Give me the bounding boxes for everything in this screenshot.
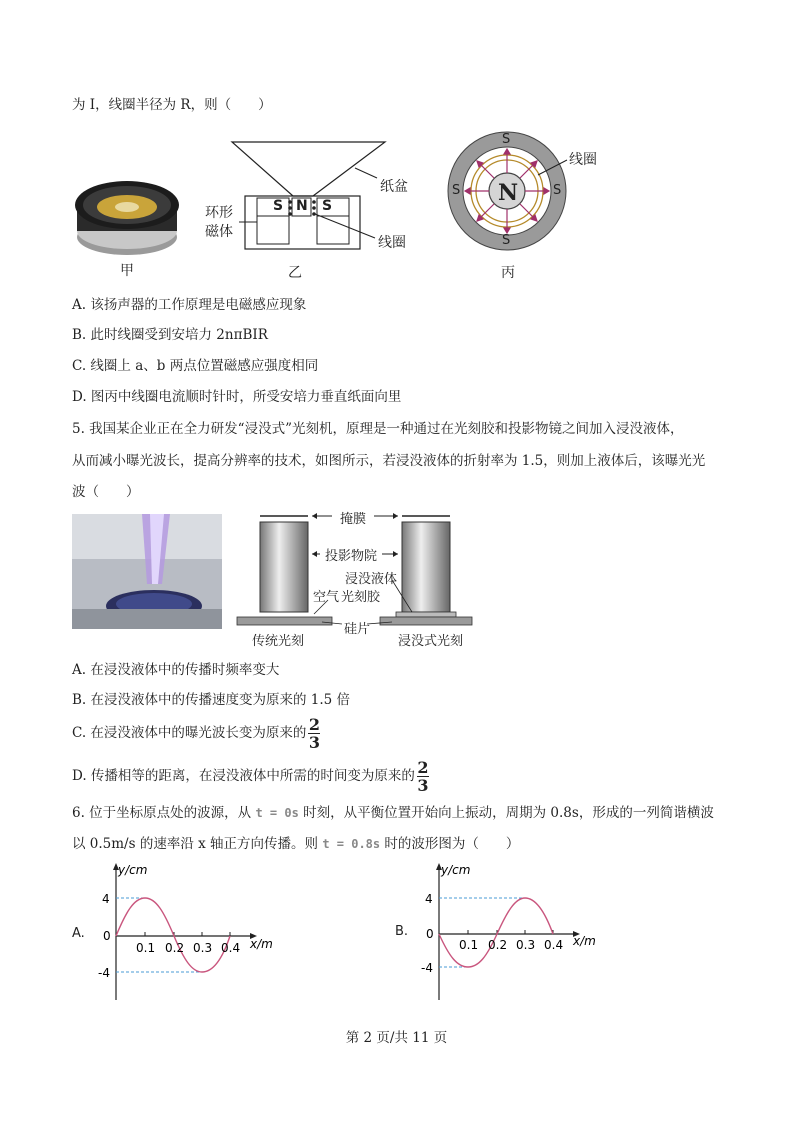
label-coil-bing: 线圈: [569, 152, 597, 168]
lithography-photo: [72, 514, 222, 629]
graph-a-xtick-2: 0.2: [165, 941, 185, 955]
graph-a-xtick-4: 0.4: [221, 941, 241, 955]
q5-stem-line2: 从而减小曝光波长，提高分辨率的技术，如图所示，若浸没液体的折射率为 1.5，则加上液体后，该曝光光: [72, 453, 706, 469]
bing-s-left: S: [452, 183, 461, 198]
label-resist: 光刻胶: [341, 590, 381, 605]
graph-b-ylabel: y/cm: [441, 863, 471, 877]
q6-stem-l1-a: 6. 位于坐标原点处的波源，从: [72, 805, 252, 821]
fraction-two-thirds: [417, 760, 429, 793]
graph-a-option: A.: [72, 926, 85, 941]
label-mask: 掩膜: [340, 512, 367, 527]
wave-graph-b: [393, 860, 633, 1005]
label-ring-magnet-1: 环形: [205, 205, 233, 221]
q4-option-c: C. 线圈上 a、b 两点位置磁感应强度相同: [72, 358, 319, 374]
fraction-numerator: 2: [417, 758, 429, 777]
q5-option-c-text: C. 在浸没液体中的曝光波长变为原来的: [72, 725, 307, 741]
formula-t0: t = 0s: [255, 806, 299, 820]
label-air: 空气: [313, 590, 340, 605]
fraction-denominator: 3: [417, 776, 429, 795]
graph-a-xtick-3: 0.3: [193, 941, 213, 955]
graph-b-ytick-4: 4: [425, 892, 433, 906]
label-wafer: 硅片: [344, 622, 371, 637]
q5-option-d-text: D. 传播相等的距离，在浸没液体中所需的时间变为原来的: [72, 768, 415, 784]
magnet-s-left: S: [273, 198, 284, 214]
q5-option-d: [72, 758, 429, 794]
q6-stem-l2-b: 时的波形图为（ ）: [384, 836, 520, 852]
q6-stem-l2-a: 以 0.5m/s 的速率沿 x 轴正方向传播。则: [72, 836, 319, 852]
label-ring-magnet-2: 磁体: [205, 224, 233, 240]
q4-option-a: A. 该扬声器的工作原理是电磁感应现象: [72, 297, 307, 313]
graph-b-xtick-2: 0.2: [488, 938, 508, 952]
q5-option-c: [72, 715, 320, 751]
label-traditional: 传统光刻: [252, 634, 305, 649]
graph-b-xlabel: x/m: [573, 934, 596, 948]
fraction-two-thirds: [308, 717, 320, 750]
q4-stem-tail: 为 I，线圈半径为 R，则（ ）: [72, 97, 272, 113]
graph-a-ytick-4: 4: [102, 892, 110, 906]
graph-a-xlabel: x/m: [250, 937, 273, 951]
q5-option-b: B. 在浸没液体中的传播速度变为原来的 1.5 倍: [72, 692, 351, 708]
graph-b-ytick-neg4: -4: [421, 961, 433, 975]
q5-stem-line1: 5. 我国某企业正在全力研发“浸没式”光刻机，原理是一种通过在光刻胶和投影物镜之间加入浸没液体，: [72, 421, 684, 437]
q6-stem-line2: [72, 834, 519, 854]
graph-b-ytick-0: 0: [426, 927, 434, 941]
q4-option-b: B. 此时线圈受到安培力 2nπBIR: [72, 327, 268, 343]
label-liquid: 浸没液体: [345, 572, 398, 587]
magnet-n-center: N: [296, 198, 308, 214]
q6-stem-line1: [72, 803, 714, 823]
formula-t08: t = 0.8s: [322, 837, 381, 851]
graph-a-ytick-0: 0: [103, 929, 111, 943]
label-coil: 线圈: [378, 235, 406, 251]
graph-a-ylabel: y/cm: [118, 863, 148, 877]
q4-option-d: D. 图丙中线圈电流顺时针时，所受安培力垂直纸面向里: [72, 389, 402, 405]
graph-b-xtick-1: 0.1: [459, 938, 479, 952]
fraction-denominator: 3: [308, 733, 320, 752]
bing-s-top: S: [502, 132, 511, 147]
fig-label-yi: 乙: [288, 265, 302, 281]
bing-n: N: [498, 180, 519, 206]
label-paper-cone: 纸盆: [380, 179, 408, 195]
graph-a-xtick-1: 0.1: [136, 941, 156, 955]
fig-label-bing: 丙: [501, 265, 515, 281]
fig-label-jia: 甲: [120, 263, 134, 279]
q6-stem-l1-b: 时刻，从平衡位置开始向上振动，周期为 0.8s，形成的一列简谐横波: [303, 805, 714, 821]
graph-b-xtick-3: 0.3: [516, 938, 536, 952]
label-immersion: 浸没式光刻: [398, 634, 464, 649]
wave-graph-a: [70, 860, 310, 1005]
bing-s-right: S: [553, 183, 562, 198]
fraction-numerator: 2: [308, 715, 320, 734]
q5-stem-line3: 波（ ）: [72, 484, 140, 500]
speaker-photo: [70, 175, 185, 260]
graph-b-option: B.: [395, 924, 409, 939]
bing-s-bottom: S: [502, 233, 511, 248]
magnet-s-right: S: [322, 198, 333, 214]
q5-option-a: A. 在浸没液体中的传播时频率变大: [72, 662, 280, 678]
graph-b-xtick-4: 0.4: [544, 938, 564, 952]
graph-a-ytick-neg4: -4: [98, 966, 110, 980]
page-footer: 第 2 页/共 11 页: [345, 1030, 448, 1046]
label-lens: 投影物院: [325, 549, 378, 564]
